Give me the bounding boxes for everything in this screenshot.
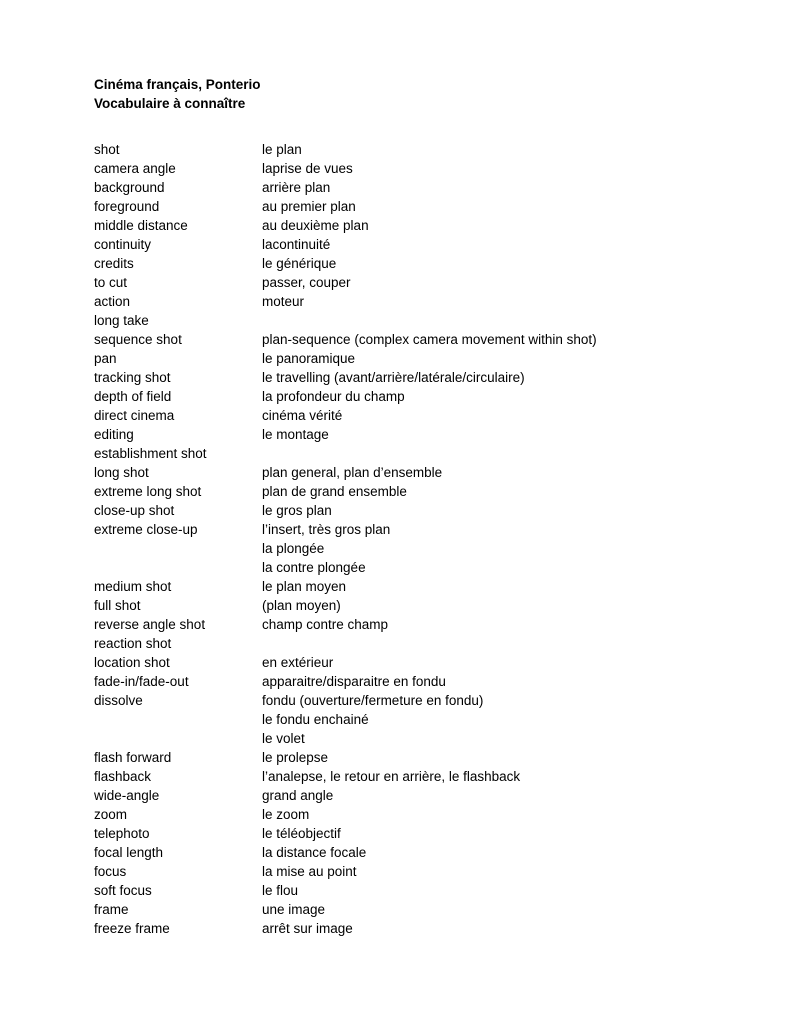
english-term: fade-in/fade-out [94,674,189,689]
vocabulary-list [94,140,734,938]
vocabulary-row [94,748,734,767]
french-term: le zoom [262,807,310,822]
french-term: plan general, plan d’ensemble [262,465,443,480]
english-term [94,710,262,729]
french-term: laprise de vues [262,161,353,176]
document-subtitle: Vocabulaire à connaître [94,96,246,111]
english-term: long take [94,313,149,328]
french-term: moteur [262,294,305,309]
vocabulary-row [94,596,734,615]
french-term: le gros plan [262,503,332,518]
french-term: la distance focale [262,845,367,860]
english-term: direct cinema [94,408,175,423]
english-term: flashback [94,769,152,784]
vocabulary-row [94,482,734,501]
vocabulary-row [94,520,734,539]
english-term: foreground [94,199,160,214]
french-term: le plan moyen [262,579,347,594]
french-term: l’analepse, le retour en arrière, le flashback [262,769,521,784]
vocabulary-row [94,653,734,672]
english-term: full shot [94,598,141,613]
vocabulary-row [94,615,734,634]
vocabulary-row [94,349,734,368]
vocabulary-row [94,216,734,235]
vocabulary-row [94,140,734,159]
french-term: en extérieur [262,655,334,670]
french-term: le travelling (avant/arrière/latérale/circulaire) [262,370,525,385]
vocabulary-row [94,710,734,729]
english-term [94,539,262,558]
english-term [94,558,262,577]
english-term: zoom [94,807,128,822]
english-term: wide-angle [94,788,160,803]
french-term: le panoramique [262,351,356,366]
french-term: plan-sequence (complex camera movement within shot) [262,332,597,347]
course-title: Cinéma français, Ponterio [94,77,261,92]
french-term: arrêt sur image [262,921,353,936]
vocabulary-row [94,311,734,330]
vocabulary-row [94,235,734,254]
french-term: (plan moyen) [262,598,341,613]
vocabulary-row [94,539,734,558]
english-term: reverse angle shot [94,617,206,632]
vocabulary-row [94,900,734,919]
english-term: flash forward [94,750,172,765]
vocabulary-row [94,368,734,387]
english-term: close-up shot [94,503,175,518]
vocabulary-row [94,159,734,178]
vocabulary-row [94,824,734,843]
french-term: le montage [262,427,329,442]
french-term: l’insert, très gros plan [262,522,391,537]
french-term: arrière plan [262,180,331,195]
english-term: freeze frame [94,921,170,936]
french-term [262,444,734,463]
french-term: cinéma vérité [262,408,343,423]
document-page [94,75,734,938]
vocabulary-row [94,767,734,786]
english-term: tracking shot [94,370,171,385]
french-term [262,634,734,653]
vocabulary-row [94,862,734,881]
french-term [262,311,734,330]
english-term: credits [94,256,134,271]
french-term: le prolepse [262,750,329,765]
english-term: middle distance [94,218,188,233]
english-term: sequence shot [94,332,182,347]
french-term: la profondeur du champ [262,389,405,404]
vocabulary-row [94,330,734,349]
vocabulary-row [94,577,734,596]
french-term: apparaitre/disparaitre en fondu [262,674,446,689]
french-term: lacontinuité [262,237,331,252]
vocabulary-row [94,501,734,520]
french-term: le téléobjectif [262,826,341,841]
english-term: reaction shot [94,636,172,651]
french-term: le flou [262,883,299,898]
vocabulary-row [94,406,734,425]
english-term: to cut [94,275,128,290]
english-term: focal length [94,845,164,860]
vocabulary-row [94,691,734,710]
vocabulary-row [94,197,734,216]
english-term: frame [94,902,129,917]
english-term: camera angle [94,161,176,176]
french-term: au premier plan [262,199,356,214]
english-term: editing [94,427,134,442]
vocabulary-row [94,178,734,197]
french-term: passer, couper [262,275,351,290]
french-term: champ contre champ [262,617,389,632]
vocabulary-row [94,425,734,444]
vocabulary-row [94,805,734,824]
french-term: fondu (ouverture/fermeture en fondu) [262,693,484,708]
vocabulary-row [94,292,734,311]
vocabulary-row [94,634,734,653]
english-term: extreme close-up [94,522,198,537]
french-term: la mise au point [262,864,357,879]
vocabulary-row [94,843,734,862]
vocabulary-row [94,558,734,577]
english-term: establishment shot [94,446,207,461]
english-term: action [94,294,131,309]
french-term: grand angle [262,788,334,803]
english-term: medium shot [94,579,172,594]
vocabulary-row [94,273,734,292]
vocabulary-row [94,919,734,938]
english-term: pan [94,351,117,366]
french-term: au deuxième plan [262,218,369,233]
french-term: le générique [262,256,337,271]
english-term: continuity [94,237,152,252]
english-term: depth of field [94,389,172,404]
english-term: focus [94,864,127,879]
english-term [94,729,262,748]
french-term: le fondu enchainé [262,712,369,727]
english-term: dissolve [94,693,143,708]
french-term: la contre plongée [262,560,366,575]
vocabulary-row [94,729,734,748]
english-term: location shot [94,655,170,670]
french-term: plan de grand ensemble [262,484,407,499]
english-term: extreme long shot [94,484,202,499]
english-term: shot [94,142,120,157]
vocabulary-row [94,786,734,805]
english-term: soft focus [94,883,152,898]
french-term: le volet [262,731,305,746]
vocabulary-row [94,881,734,900]
vocabulary-row [94,463,734,482]
vocabulary-row [94,444,734,463]
english-term: telephoto [94,826,150,841]
french-term: le plan [262,142,302,157]
french-term: une image [262,902,326,917]
english-term: long shot [94,465,149,480]
english-term: background [94,180,165,195]
french-term: la plongée [262,541,325,556]
vocabulary-row [94,254,734,273]
vocabulary-row [94,672,734,691]
vocabulary-row [94,387,734,406]
